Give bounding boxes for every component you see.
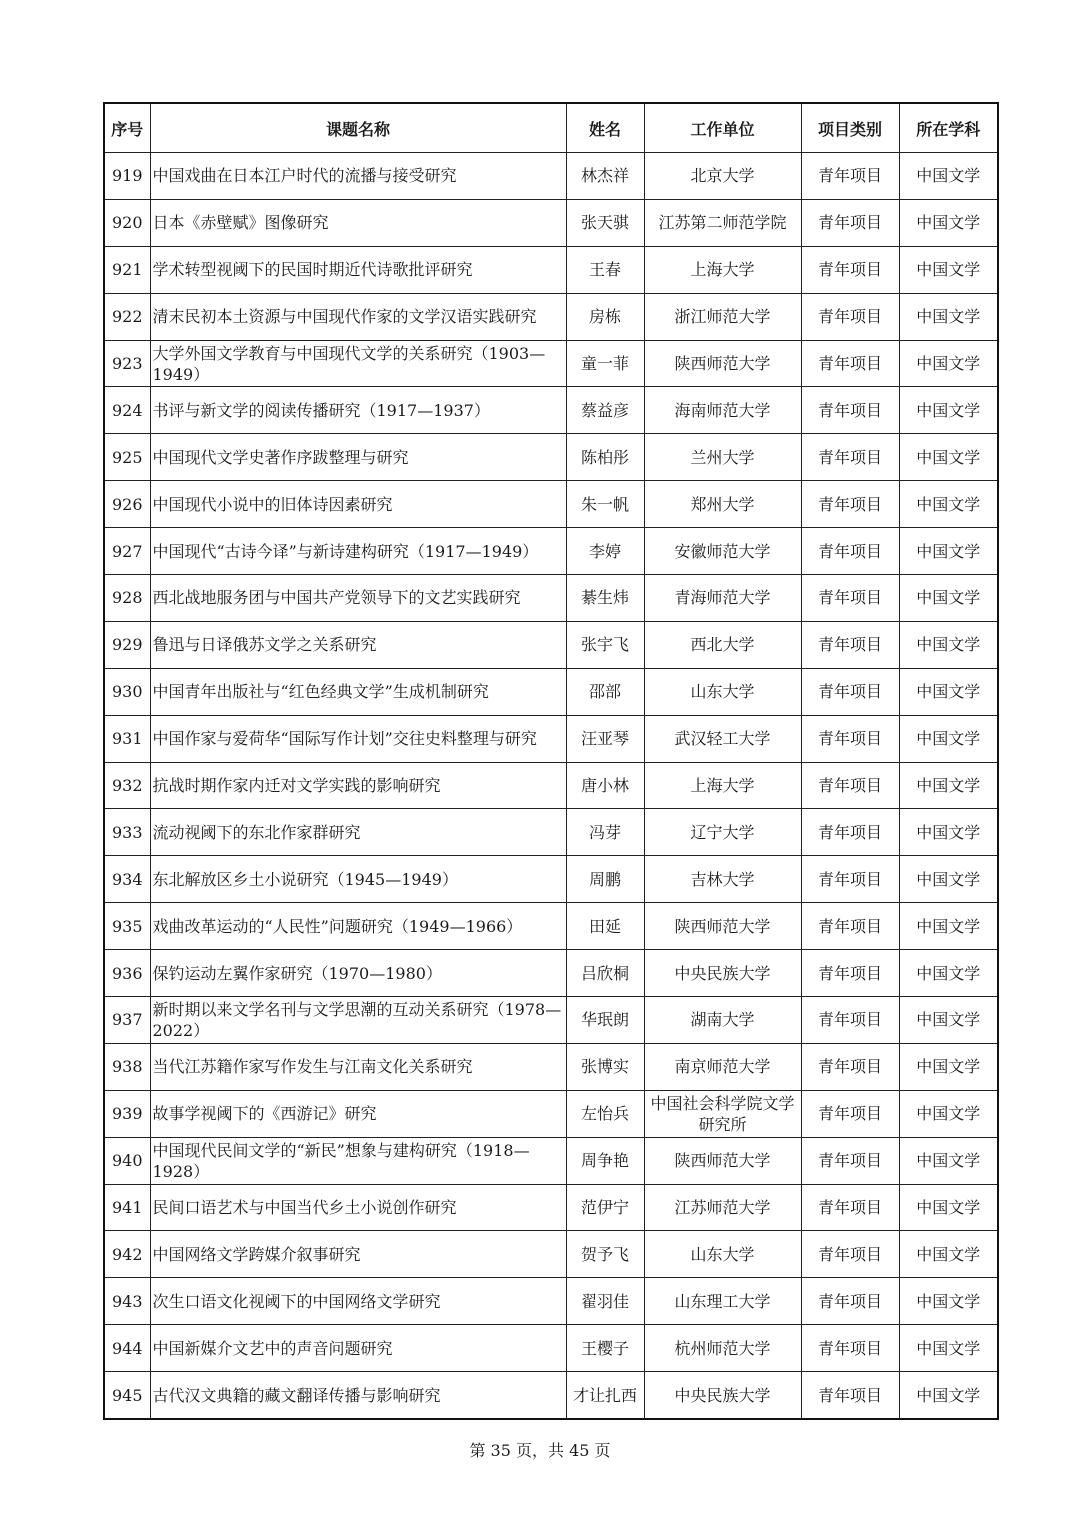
header-title: 课题名称 [150,103,566,153]
cell-category: 青年项目 [801,434,899,481]
cell-title: 东北解放区乡土小说研究（1945—1949） [150,856,566,903]
table-row [104,481,998,528]
cell-index: 929 [104,621,150,668]
cell-name: 唐小林 [566,762,644,809]
table-body [104,153,998,1420]
table-row [104,1043,998,1090]
table-row [104,293,998,340]
cell-index: 939 [104,1090,150,1137]
cell-unit: 中国社会科学院文学研究所 [644,1090,801,1137]
cell-index: 935 [104,903,150,950]
cell-discipline: 中国文学 [899,1325,998,1372]
cell-discipline: 中国文学 [899,950,998,997]
cell-discipline: 中国文学 [899,1231,998,1278]
cell-category: 青年项目 [801,1325,899,1372]
cell-name: 张博实 [566,1043,644,1090]
cell-unit: 青海师范大学 [644,575,801,622]
cell-name: 汪亚琴 [566,715,644,762]
cell-name: 贺予飞 [566,1231,644,1278]
cell-category: 青年项目 [801,528,899,575]
cell-title: 西北战地服务团与中国共产党领导下的文艺实践研究 [150,575,566,622]
table-row [104,762,998,809]
cell-title: 清末民初本土资源与中国现代作家的文学汉语实践研究 [150,293,566,340]
cell-title: 中国现代文学史著作序跋整理与研究 [150,434,566,481]
cell-name: 王樱子 [566,1325,644,1372]
cell-category: 青年项目 [801,668,899,715]
cell-name: 李婷 [566,528,644,575]
cell-name: 才让扎西 [566,1372,644,1419]
cell-unit: 上海大学 [644,246,801,293]
cell-unit: 陕西师范大学 [644,1137,801,1184]
table-row [104,856,998,903]
cell-category: 青年项目 [801,153,899,200]
cell-index: 933 [104,809,150,856]
cell-title: 次生口语文化视阈下的中国网络文学研究 [150,1278,566,1325]
cell-index: 945 [104,1372,150,1419]
cell-category: 青年项目 [801,1090,899,1137]
cell-index: 922 [104,293,150,340]
cell-discipline: 中国文学 [899,762,998,809]
table-row [104,715,998,762]
cell-category: 青年项目 [801,199,899,246]
table-row [104,153,998,200]
cell-discipline: 中国文学 [899,246,998,293]
cell-index: 938 [104,1043,150,1090]
cell-discipline: 中国文学 [899,528,998,575]
cell-discipline: 中国文学 [899,153,998,200]
cell-index: 925 [104,434,150,481]
table-row [104,340,998,387]
cell-category: 青年项目 [801,762,899,809]
cell-discipline: 中国文学 [899,809,998,856]
cell-index: 932 [104,762,150,809]
table-row [104,1090,998,1137]
cell-index: 926 [104,481,150,528]
table-row [104,387,998,434]
cell-title: 大学外国文学教育与中国现代文学的关系研究（1903—1949） [150,340,566,387]
cell-index: 937 [104,997,150,1044]
cell-index: 936 [104,950,150,997]
cell-unit: 中央民族大学 [644,950,801,997]
cell-discipline: 中国文学 [899,903,998,950]
cell-title: 民间口语艺术与中国当代乡土小说创作研究 [150,1184,566,1231]
cell-unit: 山东大学 [644,668,801,715]
cell-index: 934 [104,856,150,903]
cell-title: 抗战时期作家内迁对文学实践的影响研究 [150,762,566,809]
table-row [104,1278,998,1325]
cell-index: 924 [104,387,150,434]
cell-index: 919 [104,153,150,200]
cell-discipline: 中国文学 [899,1278,998,1325]
cell-index: 927 [104,528,150,575]
cell-name: 左怡兵 [566,1090,644,1137]
cell-name: 华珉朗 [566,997,644,1044]
cell-name: 綦生炜 [566,575,644,622]
cell-name: 陈柏彤 [566,434,644,481]
cell-unit: 安徽师范大学 [644,528,801,575]
cell-unit: 南京师范大学 [644,1043,801,1090]
cell-category: 青年项目 [801,950,899,997]
cell-discipline: 中国文学 [899,340,998,387]
cell-discipline: 中国文学 [899,1372,998,1419]
cell-title: 日本《赤壁赋》图像研究 [150,199,566,246]
cell-category: 青年项目 [801,1184,899,1231]
cell-category: 青年项目 [801,903,899,950]
header-unit: 工作单位 [644,103,801,153]
table-row [104,434,998,481]
cell-discipline: 中国文学 [899,575,998,622]
cell-index: 944 [104,1325,150,1372]
table-row [104,1137,998,1184]
cell-unit: 中央民族大学 [644,1372,801,1419]
cell-category: 青年项目 [801,293,899,340]
cell-unit: 西北大学 [644,621,801,668]
cell-name: 周争艳 [566,1137,644,1184]
cell-title: 学术转型视阈下的民国时期近代诗歌批评研究 [150,246,566,293]
cell-name: 张天骐 [566,199,644,246]
cell-category: 青年项目 [801,575,899,622]
cell-unit: 杭州师范大学 [644,1325,801,1372]
cell-title: 中国作家与爱荷华“国际写作计划”交往史料整理与研究 [150,715,566,762]
cell-unit: 吉林大学 [644,856,801,903]
cell-discipline: 中国文学 [899,481,998,528]
cell-unit: 陕西师范大学 [644,340,801,387]
cell-title: 流动视阈下的东北作家群研究 [150,809,566,856]
cell-discipline: 中国文学 [899,293,998,340]
cell-discipline: 中国文学 [899,997,998,1044]
cell-title: 鲁迅与日译俄苏文学之关系研究 [150,621,566,668]
cell-unit: 湖南大学 [644,997,801,1044]
cell-discipline: 中国文学 [899,1043,998,1090]
cell-index: 921 [104,246,150,293]
cell-category: 青年项目 [801,481,899,528]
cell-unit: 山东理工大学 [644,1278,801,1325]
cell-unit: 山东大学 [644,1231,801,1278]
cell-index: 920 [104,199,150,246]
cell-title: 戏曲改革运动的“人民性”问题研究（1949—1966） [150,903,566,950]
cell-index: 930 [104,668,150,715]
cell-category: 青年项目 [801,1043,899,1090]
header-name: 姓名 [566,103,644,153]
cell-unit: 上海大学 [644,762,801,809]
cell-discipline: 中国文学 [899,856,998,903]
cell-name: 田延 [566,903,644,950]
cell-title: 古代汉文典籍的藏文翻译传播与影响研究 [150,1372,566,1419]
cell-category: 青年项目 [801,1372,899,1419]
table-row [104,1231,998,1278]
table-row [104,668,998,715]
cell-unit: 郑州大学 [644,481,801,528]
cell-discipline: 中国文学 [899,387,998,434]
page-footer: 第 35 页，共 45 页 [469,1441,611,1460]
cell-discipline: 中国文学 [899,668,998,715]
project-table [103,102,999,1420]
cell-title: 新时期以来文学名刊与文学思潮的互动关系研究（1978—2022） [150,997,566,1044]
cell-unit: 北京大学 [644,153,801,200]
cell-category: 青年项目 [801,856,899,903]
cell-unit: 海南师范大学 [644,387,801,434]
cell-name: 蔡益彦 [566,387,644,434]
cell-title: 中国现代民间文学的“新民”想象与建构研究（1918—1928） [150,1137,566,1184]
table-row [104,621,998,668]
cell-index: 942 [104,1231,150,1278]
cell-index: 941 [104,1184,150,1231]
table-row [104,1325,998,1372]
cell-title: 当代江苏籍作家写作发生与江南文化关系研究 [150,1043,566,1090]
cell-name: 冯芽 [566,809,644,856]
cell-title: 中国戏曲在日本江户时代的流播与接受研究 [150,153,566,200]
table-header-row [104,103,998,153]
table-row [104,809,998,856]
cell-name: 童一菲 [566,340,644,387]
header-discipline: 所在学科 [899,103,998,153]
cell-index: 940 [104,1137,150,1184]
table-row [104,1184,998,1231]
cell-category: 青年项目 [801,387,899,434]
cell-name: 吕欣桐 [566,950,644,997]
cell-index: 923 [104,340,150,387]
cell-discipline: 中国文学 [899,715,998,762]
table-row [104,246,998,293]
cell-category: 青年项目 [801,621,899,668]
cell-name: 张宇飞 [566,621,644,668]
cell-discipline: 中国文学 [899,199,998,246]
cell-discipline: 中国文学 [899,434,998,481]
table-row [104,199,998,246]
cell-unit: 兰州大学 [644,434,801,481]
table-row [104,1372,998,1419]
cell-category: 青年项目 [801,715,899,762]
cell-title: 中国新媒介文艺中的声音问题研究 [150,1325,566,1372]
cell-category: 青年项目 [801,246,899,293]
cell-name: 范伊宁 [566,1184,644,1231]
cell-category: 青年项目 [801,997,899,1044]
cell-unit: 江苏师范大学 [644,1184,801,1231]
cell-discipline: 中国文学 [899,1090,998,1137]
cell-title: 中国网络文学跨媒介叙事研究 [150,1231,566,1278]
cell-index: 931 [104,715,150,762]
table-row [104,950,998,997]
table-row [104,575,998,622]
cell-unit: 浙江师范大学 [644,293,801,340]
cell-unit: 辽宁大学 [644,809,801,856]
cell-discipline: 中国文学 [899,1137,998,1184]
cell-category: 青年项目 [801,1278,899,1325]
cell-name: 房栋 [566,293,644,340]
cell-name: 邵部 [566,668,644,715]
table-row [104,903,998,950]
table-row [104,528,998,575]
cell-index: 928 [104,575,150,622]
cell-unit: 陕西师范大学 [644,903,801,950]
cell-category: 青年项目 [801,340,899,387]
cell-title: 故事学视阈下的《西游记》研究 [150,1090,566,1137]
header-category: 项目类别 [801,103,899,153]
cell-category: 青年项目 [801,1231,899,1278]
cell-discipline: 中国文学 [899,1184,998,1231]
cell-title: 中国现代“古诗今译”与新诗建构研究（1917—1949） [150,528,566,575]
cell-title: 中国现代小说中的旧体诗因素研究 [150,481,566,528]
cell-category: 青年项目 [801,809,899,856]
cell-name: 翟羽佳 [566,1278,644,1325]
cell-name: 周鹏 [566,856,644,903]
cell-title: 书评与新文学的阅读传播研究（1917—1937） [150,387,566,434]
cell-name: 朱一帆 [566,481,644,528]
cell-name: 林杰祥 [566,153,644,200]
cell-title: 保钓运动左翼作家研究（1970—1980） [150,950,566,997]
cell-discipline: 中国文学 [899,621,998,668]
cell-unit: 江苏第二师范学院 [644,199,801,246]
cell-unit: 武汉轻工大学 [644,715,801,762]
header-index: 序号 [104,103,150,153]
cell-title: 中国青年出版社与“红色经典文学”生成机制研究 [150,668,566,715]
table-row [104,997,998,1044]
cell-name: 王春 [566,246,644,293]
cell-index: 943 [104,1278,150,1325]
cell-category: 青年项目 [801,1137,899,1184]
